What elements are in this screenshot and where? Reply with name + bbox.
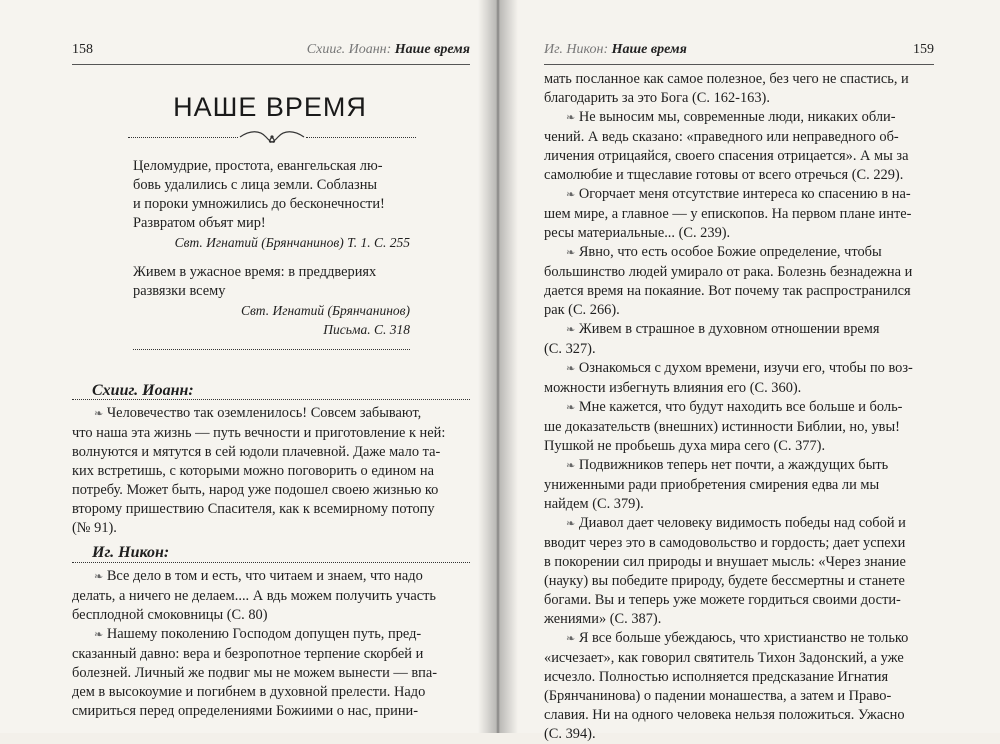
- chapter-title: НАШЕ ВРЕМЯ: [173, 92, 367, 122]
- paragraph-mark-icon: ❧: [566, 363, 576, 375]
- text-line: (Брянчанинова) о падении монашества, а затем и Право-: [544, 688, 892, 704]
- left-header-rule: [72, 64, 470, 65]
- text-line: Все дело в том и есть, что читаем и знаем, что надо: [106, 568, 423, 584]
- left-running-head-title: Наше время: [394, 42, 470, 57]
- paragraph-mark-icon: ❧: [566, 112, 576, 124]
- ornament-dots-right: [306, 137, 416, 138]
- text-line: смириться перед определениями Божиими о нас, прини-: [72, 703, 419, 719]
- text-line: Нашему поколению Господом допущен путь, пред-: [106, 626, 422, 642]
- paragraph-mark-icon: ❧: [94, 571, 104, 583]
- text-line: чений. А ведь сказано: «праведного или неправедного об-: [544, 129, 899, 145]
- text-line: делать, а ничего не делаем.... А вдь можем получить участь: [72, 588, 436, 604]
- epigraph-1-line: Целомудрие, простота, евангельская лю-: [133, 158, 383, 174]
- text-line: найдем (С. 379).: [544, 496, 644, 512]
- paragraph-mark-icon: ❧: [566, 633, 576, 645]
- text-line: униженными ради приобретения смирения едва ли мы: [544, 477, 880, 493]
- epigraph-2-line: Живем в ужасное время: в преддвериях: [133, 264, 377, 280]
- text-line: личения отрицаяйся, своего спасения отрицается». А мы за: [544, 148, 909, 164]
- text-line: (С. 327).: [544, 341, 596, 357]
- epigraph-1-line: бовь удалились с лица земли. Соблазны: [133, 177, 378, 193]
- epigraph-2-line: развязки всему: [133, 283, 226, 299]
- section-text-ioann: [72, 404, 470, 538]
- book-gutter-shadow: [478, 0, 518, 733]
- text-line: большинство людей умирало от рака. Болезнь безнадежна и: [544, 264, 913, 280]
- left-page-number: 158: [72, 42, 93, 57]
- text-line: ше доказательств (внешних) истинности Библии, но, увы!: [544, 419, 900, 435]
- text-line: Явно, что есть особое Божие определение, чтобы: [578, 244, 882, 260]
- text-line: что наша эта жизнь — путь вечности и приготовление к ней:: [72, 425, 446, 441]
- section-heading-nikon: Иг. Никон:: [92, 544, 170, 561]
- text-line: (№ 91).: [72, 520, 117, 536]
- epigraph-1-attribution: Свт. Игнатий (Брянчанинов) Т. 1. С. 255: [174, 235, 410, 250]
- paragraph-mark-icon: ❧: [566, 460, 576, 472]
- right-header-rule: [544, 64, 934, 65]
- paragraph-mark-icon: ❧: [566, 189, 576, 201]
- text-line: дается время на покаяние. Вот почему так распространился: [544, 283, 911, 299]
- text-line: Подвижников теперь нет почти, а жаждущих быть: [578, 457, 889, 473]
- text-line: ресы материальные... (С. 239).: [544, 225, 731, 241]
- right-running-head-title: Наше время: [611, 42, 687, 57]
- right-page: [488, 0, 1000, 742]
- text-line: Не выносим мы, современные люди, никаких обли-: [578, 109, 896, 125]
- text-line: бесплодной смоковницы (С. 80): [72, 607, 268, 623]
- text-line: Огорчает меня отсутствие интереса ко спасению в на-: [578, 186, 911, 202]
- text-line: мать посланное как самое полезное, без чего не спастись, и: [544, 71, 909, 87]
- text-line: ких встретишь, с которыми можно поговорить о едином на: [72, 463, 434, 479]
- left-page: [0, 0, 488, 733]
- text-line: болезней. Личный же подвиг мы не можем вынести — впа-: [72, 665, 438, 681]
- text-line: сказанный давно: вера и безропотное терпение скорбей и: [72, 646, 424, 662]
- text-line: благодарить за это Бога (С. 162-163).: [544, 90, 770, 106]
- epigraph-1-line: и пороки умножились до бесконечности!: [133, 196, 385, 212]
- text-line: Пушкой не пробьешь духа мира сего (С. 377).: [544, 438, 826, 454]
- right-page-number: 159: [913, 42, 934, 57]
- right-running-head-author: Иг. Никон:: [544, 42, 609, 57]
- ornament-flourish-icon: [238, 130, 306, 144]
- section-heading-ioann: Схииг. Иоанн:: [92, 382, 194, 399]
- epigraph-1-line: Развратом объят мир!: [133, 215, 266, 231]
- text-line: потребу. Может быть, народ уже подошел своею жизнью ко: [72, 482, 439, 498]
- text-line: Мне кажется, что будут находить все больше и боль-: [578, 399, 903, 415]
- epigraph-2-attribution: Свт. Игнатий (Брянчанинов): [240, 303, 410, 318]
- text-line: можности избегнуть влияния его (С. 360).: [544, 380, 802, 396]
- text-line: жениями» (С. 387).: [544, 611, 662, 627]
- text-line: Диавол дает человеку видимость победы над собой и: [578, 515, 906, 531]
- text-line: Я все больше убеждаюсь, что христианство не только: [578, 630, 909, 646]
- text-line: славия. Ни на одного человека нельзя положиться. Ужасно: [544, 707, 905, 723]
- epigraph-2-attribution-source: Письма. С. 318: [323, 322, 410, 337]
- paragraph-mark-icon: ❧: [566, 247, 576, 259]
- section-rule-ioann: [72, 399, 470, 400]
- section-rule-nikon: [72, 562, 470, 563]
- text-line: вводит через это в самодовольство и гордость; дает успехи: [544, 535, 906, 551]
- text-line: дем в высокоумие и погибнем в духовной прелести. Надо: [72, 684, 426, 700]
- text-line: богами. Вы и теперь уже можете гордиться своими дости-: [544, 592, 901, 608]
- text-line: «исчезает», как говорил святитель Тихон Задонский, а уже: [544, 650, 904, 666]
- text-line: Живем в страшное в духовном отношении время: [578, 321, 880, 337]
- paragraph-mark-icon: ❧: [566, 402, 576, 414]
- right-page-text: [544, 70, 934, 744]
- epigraph-2: [133, 263, 410, 339]
- paragraph-mark-icon: ❧: [566, 324, 576, 336]
- epigraph-bottom-rule: [133, 349, 410, 350]
- text-line: Ознакомься с духом времени, изучи его, чтобы по воз-: [578, 360, 913, 376]
- text-line: второму пришествию Спасителя, как к всемирному потопу: [72, 501, 435, 517]
- paragraph-mark-icon: ❧: [94, 629, 104, 641]
- text-line: (С. 394).: [544, 726, 596, 742]
- text-line: в покорении сил природы и внушает мысль: «Через знание: [544, 554, 906, 570]
- text-line: шем мире, а главное — у епископов. На первом плане инте-: [544, 206, 912, 222]
- text-line: волнуются и мятутся в сей юдоли плачевной. Даже мало та-: [72, 444, 441, 460]
- left-running-head-author: Схииг. Иоанн:: [306, 42, 392, 57]
- text-line: Человечество так оземленилось! Совсем забывают,: [106, 405, 422, 421]
- ornament-dots-left: [128, 137, 238, 138]
- text-line: исчезло. Полностью исполняется предсказание Игнатия: [544, 669, 889, 685]
- paragraph-mark-icon: ❧: [94, 408, 104, 420]
- text-line: самолюбие и тщеславие готовы от всего отречься (С. 229).: [544, 167, 904, 183]
- paragraph-mark-icon: ❧: [566, 518, 576, 530]
- epigraph-1: [133, 157, 410, 252]
- section-text-nikon: [72, 567, 470, 721]
- text-line: (науку) вы победите природу, будете бессмертны и станете: [544, 573, 905, 589]
- text-line: рак (С. 266).: [544, 302, 620, 318]
